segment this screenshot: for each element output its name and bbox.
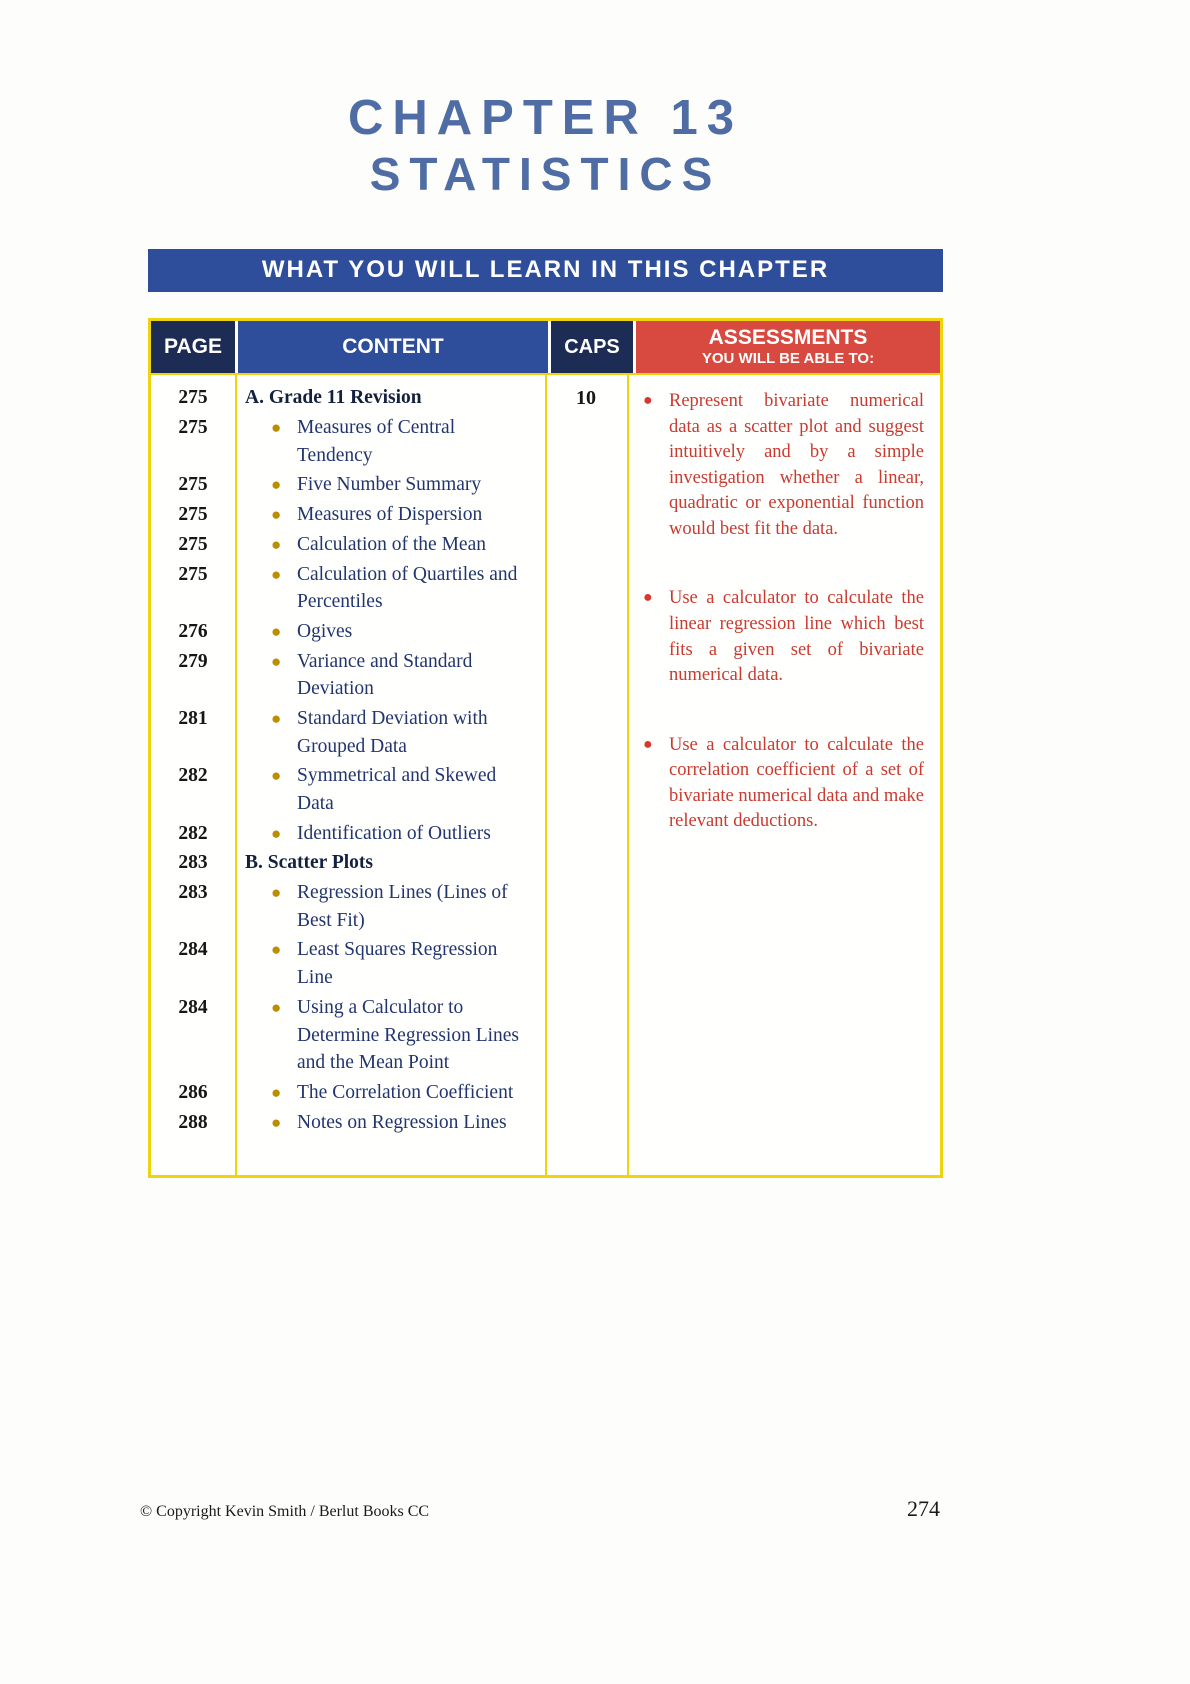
content-item-label: Ogives xyxy=(297,620,353,642)
content-row xyxy=(151,470,545,500)
content-row xyxy=(151,413,545,470)
row-page-number: 283 xyxy=(178,852,208,874)
content-item-label: Identification of Outliers xyxy=(297,822,491,844)
content-bullet-item xyxy=(235,1109,545,1137)
assessment-text: Represent bivariate numerical data as a scatter plot and suggest intuitively and by a simple investigation whether a linear, quadratic or exponential function would best fit the data. xyxy=(669,391,924,539)
content-row xyxy=(151,993,545,1078)
content-bullet-item xyxy=(235,705,545,760)
header-assessments-subtitle: YOU WILL BE ABLE TO: xyxy=(701,350,875,368)
content-bullet-item xyxy=(235,1079,545,1107)
page-footer xyxy=(140,1496,940,1522)
page-and-content-column xyxy=(151,375,545,1175)
content-bullet-item xyxy=(235,879,545,934)
row-page-number: 275 xyxy=(178,504,208,526)
content-row xyxy=(151,647,545,704)
caps-value: 10 xyxy=(576,387,596,410)
content-row xyxy=(151,560,545,617)
content-bullet-item xyxy=(235,618,545,646)
row-page-number: 279 xyxy=(178,650,208,672)
bullet-icon: ● xyxy=(271,418,282,438)
content-item-label: Variance and Standard Deviation xyxy=(297,650,473,700)
content-row xyxy=(151,500,545,530)
bullet-icon: ● xyxy=(271,823,282,843)
bullet-icon: ● xyxy=(271,708,282,728)
chapter-subject-title: STATISTICS xyxy=(369,147,722,200)
content-item-label: Least Squares Regression Line xyxy=(297,939,498,989)
chapter-banner: WHAT YOU WILL LEARN IN THIS CHAPTER xyxy=(148,249,943,292)
content-row xyxy=(151,1108,545,1138)
chapter-title-block xyxy=(148,92,943,203)
bullet-icon: ● xyxy=(643,589,653,607)
row-page-number: 275 xyxy=(178,417,208,439)
content-section-heading: B. Scatter Plots xyxy=(245,852,373,874)
row-page-number: 276 xyxy=(178,620,208,642)
column-divider xyxy=(545,375,547,1175)
row-page-number: 288 xyxy=(178,1111,208,1133)
content-bullet-item xyxy=(235,994,545,1077)
content-bullet-item xyxy=(235,531,545,559)
chapter-number-title: CHAPTER 13 xyxy=(348,91,743,145)
assessment-text: Use a calculator to calculate the linear regression line which best fits a given set of bivariate numerical data. xyxy=(669,588,924,686)
page-number: 274 xyxy=(907,1496,940,1521)
content-item-label: Calculation of Quartiles and Percentiles xyxy=(297,563,518,613)
row-page-number: 275 xyxy=(178,563,208,585)
assessment-item xyxy=(641,389,924,542)
learning-outcomes-table xyxy=(148,318,943,1178)
content-item-label: Calculation of the Mean xyxy=(297,533,486,555)
content-item-label: Measures of Central Tendency xyxy=(297,417,456,466)
row-page-number: 282 xyxy=(178,765,208,787)
assessment-item xyxy=(641,586,924,688)
row-page-number: 286 xyxy=(178,1081,208,1103)
content-item-label: Symmetrical and Skewed Data xyxy=(297,765,497,815)
header-assessments-title: ASSESSMENTS xyxy=(708,326,868,350)
row-page-number: 282 xyxy=(178,822,208,844)
row-page-number: 284 xyxy=(178,939,208,961)
bullet-icon: ● xyxy=(271,564,282,584)
content-row xyxy=(151,617,545,647)
content-section-heading: A. Grade 11 Revision xyxy=(245,387,422,409)
content-item-label: Five Number Summary xyxy=(297,474,482,496)
assessment-item xyxy=(641,733,924,835)
table-body xyxy=(151,373,940,1175)
column-divider xyxy=(627,375,629,1175)
bullet-icon: ● xyxy=(271,651,282,671)
content-item-label: Using a Calculator to Determine Regression Lines and the Mean Point xyxy=(297,996,520,1074)
table-header-row xyxy=(151,321,940,373)
content-item-label: The Correlation Coefficient xyxy=(297,1081,514,1103)
bullet-icon: ● xyxy=(271,766,282,786)
content-row xyxy=(151,819,545,849)
content-item-label: Regression Lines (Lines of Best Fit) xyxy=(297,882,508,931)
content-bullet-item xyxy=(235,820,545,848)
content-row xyxy=(151,935,545,992)
bullet-icon: ● xyxy=(271,940,282,960)
bullet-icon: ● xyxy=(643,735,653,753)
bullet-icon: ● xyxy=(271,1112,282,1132)
bullet-icon: ● xyxy=(271,883,282,903)
content-row xyxy=(151,1078,545,1108)
assessment-text: Use a calculator to calculate the correlation coefficient of a set of bivariate numerical data and make relevant deductions. xyxy=(669,734,924,832)
row-page-number: 275 xyxy=(178,533,208,555)
content-row xyxy=(151,848,545,878)
copyright-text: © Copyright Kevin Smith / Berlut Books CC xyxy=(140,1503,430,1520)
row-page-number: 283 xyxy=(178,882,208,904)
content-row xyxy=(151,530,545,560)
content-bullet-item xyxy=(235,414,545,469)
content-row xyxy=(151,383,545,413)
header-assessments xyxy=(636,321,940,373)
content-bullet-item xyxy=(235,648,545,703)
content-item-label: Notes on Regression Lines xyxy=(297,1111,507,1133)
content-item-label: Standard Deviation with Grouped Data xyxy=(297,707,488,757)
bullet-icon: ● xyxy=(271,534,282,554)
content-row xyxy=(151,761,545,818)
row-page-number: 284 xyxy=(178,996,208,1018)
assessments-column xyxy=(627,375,940,1175)
bullet-icon: ● xyxy=(271,997,282,1017)
content-row xyxy=(151,878,545,935)
header-caps: CAPS xyxy=(551,321,633,373)
row-page-number: 275 xyxy=(178,387,208,409)
content-row xyxy=(151,704,545,761)
content-bullet-item xyxy=(235,561,545,616)
row-page-number: 275 xyxy=(178,474,208,496)
page-content-column xyxy=(148,0,943,1178)
header-page: PAGE xyxy=(151,321,235,373)
bullet-icon: ● xyxy=(271,1082,282,1102)
content-bullet-item xyxy=(235,936,545,991)
content-bullet-item xyxy=(235,762,545,817)
column-divider xyxy=(235,375,237,1175)
bullet-icon: ● xyxy=(271,475,282,495)
header-content: CONTENT xyxy=(238,321,548,373)
bullet-icon: ● xyxy=(271,505,282,525)
content-bullet-item xyxy=(235,501,545,529)
content-item-label: Measures of Dispersion xyxy=(297,504,483,526)
content-bullet-item xyxy=(235,471,545,499)
bullet-icon: ● xyxy=(271,621,282,641)
row-page-number: 281 xyxy=(178,707,208,729)
bullet-icon: ● xyxy=(643,392,653,410)
